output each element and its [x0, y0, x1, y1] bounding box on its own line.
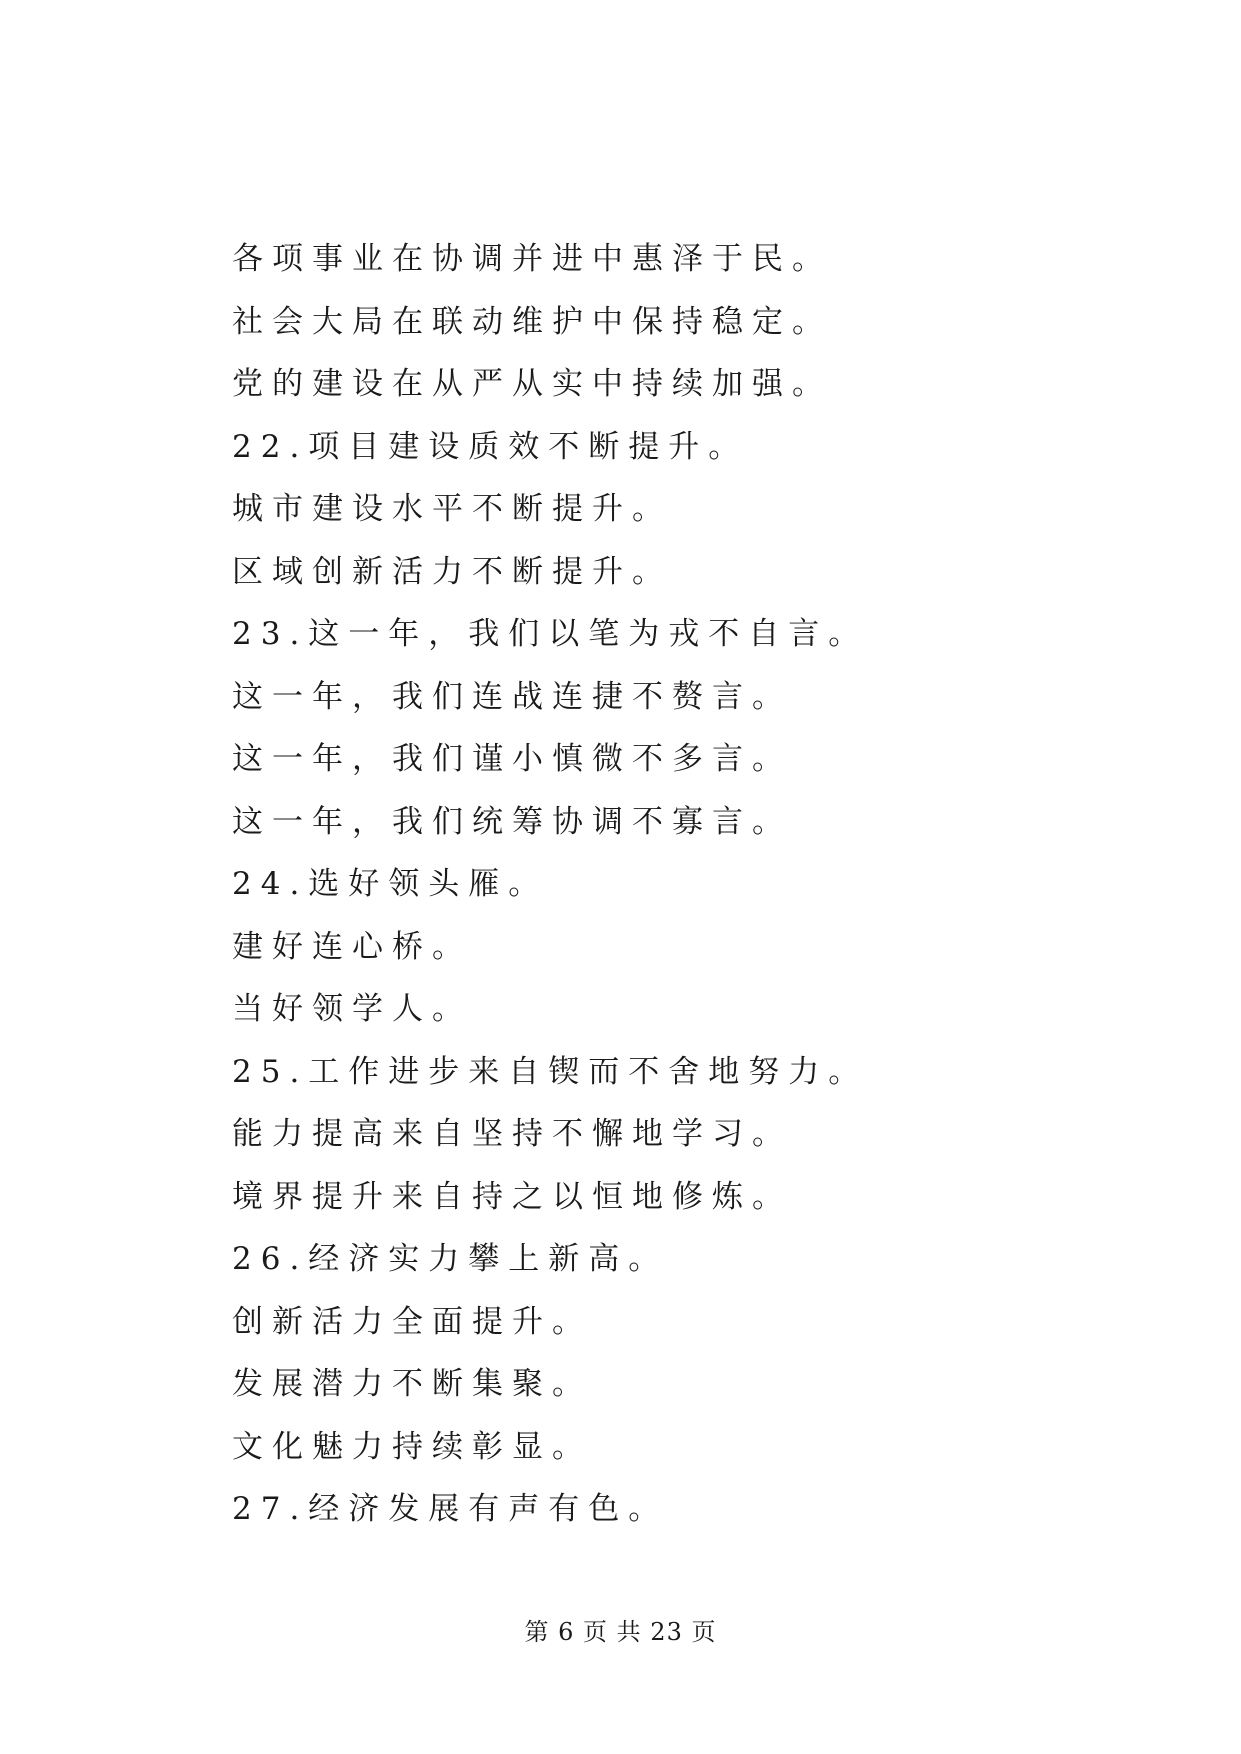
text-line: 23.这一年，我们以笔为戎不自言。: [232, 616, 869, 652]
text-line: 能力提高来自坚持不懈地学习。: [232, 1116, 792, 1152]
text-line: 创新活力全面提升。: [232, 1303, 592, 1340]
text-line: 27.经济发展有声有色。: [232, 1491, 669, 1527]
text-line: 境界提升来自持之以恒地修炼。: [232, 1178, 792, 1215]
text-line: 这一年，我们谨小慎微不多言。: [232, 741, 792, 777]
text-line: 25.工作进步来自锲而不舍地努力。: [232, 1053, 869, 1090]
text-line: 建好连心桥。: [232, 928, 472, 965]
text-line: 各项事业在协调并进中惠泽于民。: [232, 241, 832, 277]
text-line: 区域创新活力不断提升。: [232, 553, 672, 590]
page-number-footer: 第 6 页 共 23 页: [524, 1618, 717, 1646]
text-line: 26.经济实力攀上新高。: [232, 1241, 669, 1277]
text-line: 发展潜力不断集聚。: [232, 1366, 592, 1402]
text-line: 24.选好领头雁。: [232, 866, 549, 902]
text-line: 当好领学人。: [232, 991, 472, 1027]
text-line: 党的建设在从严从实中持续加强。: [232, 366, 832, 402]
text-line: 这一年，我们统筹协调不寡言。: [232, 803, 792, 840]
text-line: 这一年，我们连战连捷不赘言。: [232, 678, 792, 715]
text-line: 文化魅力持续彰显。: [232, 1428, 592, 1465]
text-line: 社会大局在联动维护中保持稳定。: [232, 303, 832, 340]
page-body: [232, 228, 1112, 1541]
text-line: 22.项目建设质效不断提升。: [232, 428, 749, 465]
text-line: 城市建设水平不断提升。: [232, 491, 672, 527]
